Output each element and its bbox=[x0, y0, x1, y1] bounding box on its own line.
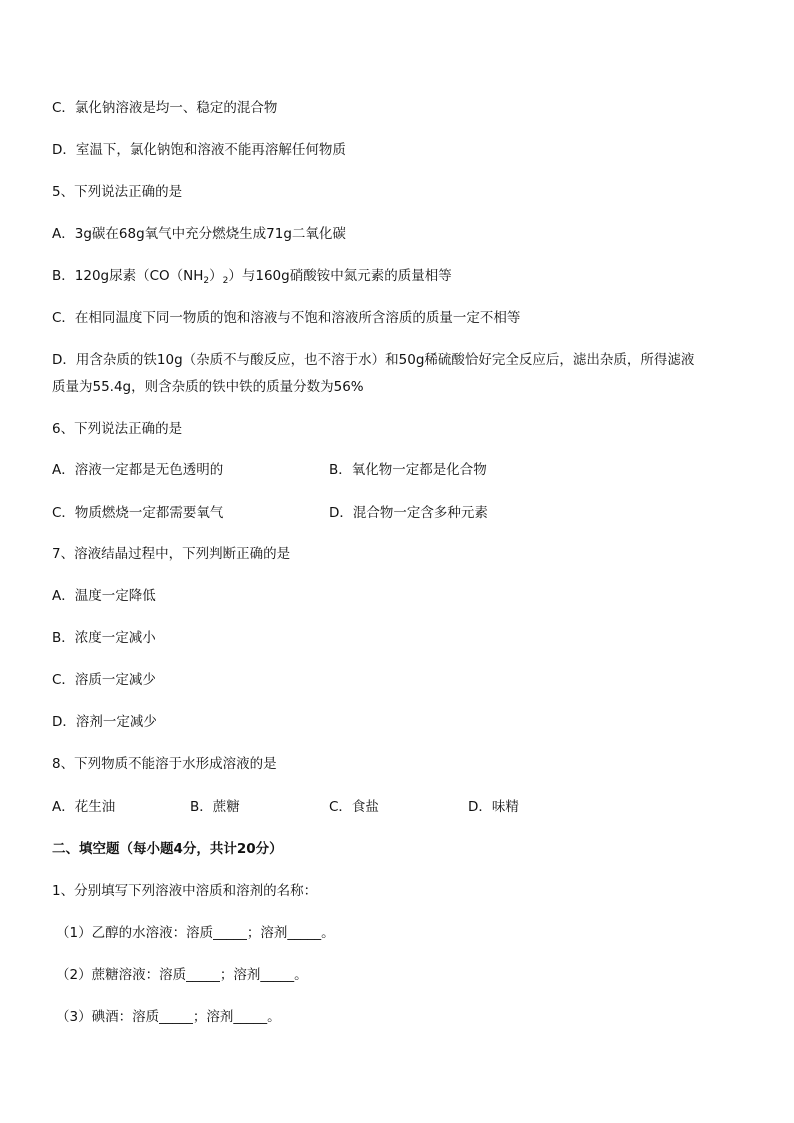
option-b-text-mid: ） bbox=[209, 268, 223, 284]
question-5-stem: 5、下列说法正确的是 bbox=[52, 184, 183, 200]
subscript-2-outer: 2 bbox=[222, 276, 229, 286]
fill-question-1-part-2: （2）蔗糖溶液：溶质_____；溶剂_____。 bbox=[56, 967, 308, 983]
question-5-option-d-line2: 质量为55.4g，则含杂质的铁中铁的质量分数为56% bbox=[52, 379, 364, 395]
question-5-option-c: C．在相同温度下同一物质的饱和溶液与不饱和溶液所含溶质的质量一定不相等 bbox=[52, 310, 521, 326]
fill-question-1-part-1: （1）乙醇的水溶液：溶质_____；溶剂_____。 bbox=[56, 925, 335, 941]
question-6-option-a: A．溶液一定都是无色透明的 bbox=[52, 462, 224, 478]
fill-question-1-stem: 1、分别填写下列溶液中溶质和溶剂的名称： bbox=[52, 883, 318, 899]
question-7-option-c: C．溶质一定减少 bbox=[52, 672, 156, 688]
question-7-stem: 7、溶液结晶过程中，下列判断正确的是 bbox=[52, 546, 291, 562]
question-4-option-d: D．室温下，氯化钠饱和溶液不能再溶解任何物质 bbox=[52, 142, 346, 158]
question-8-stem: 8、下列物质不能溶于水形成溶液的是 bbox=[52, 756, 277, 772]
section-2-heading: 二、填空题（每小题4分，共计20分） bbox=[52, 841, 283, 857]
fill-question-1-part-3: （3）碘酒：溶质_____；溶剂_____。 bbox=[56, 1009, 281, 1025]
question-8-option-b: B．蔗糖 bbox=[190, 799, 240, 815]
question-6-option-b: B．氧化物一定都是化合物 bbox=[329, 462, 487, 478]
question-8-option-a: A．花生油 bbox=[52, 799, 116, 815]
question-8-option-c: C．食盐 bbox=[329, 799, 379, 815]
question-7-option-d: D．溶剂一定减少 bbox=[52, 714, 157, 730]
option-b-text-end: ）与160g硝酸铵中氮元素的质量相等 bbox=[228, 268, 452, 284]
question-6-stem: 6、下列说法正确的是 bbox=[52, 421, 183, 437]
subscript-2: 2 bbox=[203, 276, 210, 286]
option-b-text-start: B．120g尿素（CO（NH bbox=[52, 268, 204, 284]
question-5-option-a: A．3g碳在68g氧气中充分燃烧生成71g二氧化碳 bbox=[52, 226, 346, 242]
question-5-option-d-line1: D．用含杂质的铁10g（杂质不与酸反应，也不溶于水）和50g稀硫酸恰好完全反应后，滤出杂质，所得滤液 bbox=[52, 352, 695, 368]
question-8-option-d: D．味精 bbox=[468, 799, 519, 815]
question-7-option-b: B．浓度一定减小 bbox=[52, 630, 156, 646]
question-6-option-d: D．混合物一定含多种元素 bbox=[329, 505, 488, 521]
question-5-option-b bbox=[52, 266, 452, 291]
question-6-option-c: C．物质燃烧一定都需要氧气 bbox=[52, 505, 224, 521]
question-4-option-c: C．氯化钠溶液是均一、稳定的混合物 bbox=[52, 100, 278, 116]
question-7-option-a: A．温度一定降低 bbox=[52, 588, 156, 604]
